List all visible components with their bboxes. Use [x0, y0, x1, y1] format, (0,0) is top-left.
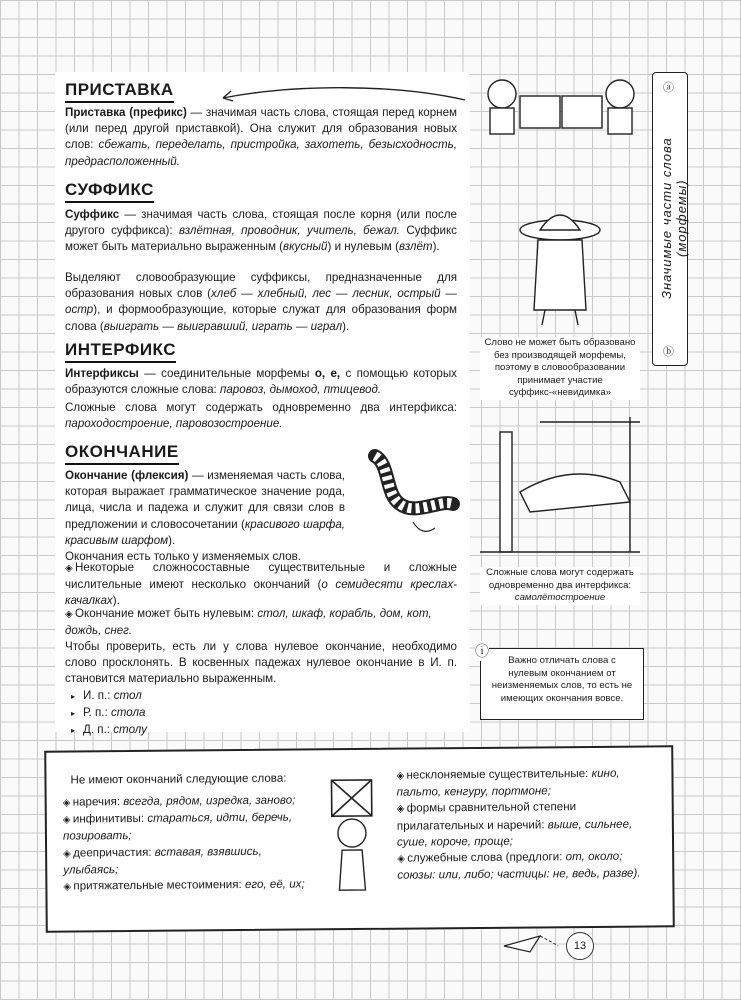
ending-paragraph [65, 468, 345, 565]
suffix-para2a: Выделяют словообразующие суффиксы, предназначенные для образования новых слов ( [65, 271, 457, 301]
paper-plane-icon [500, 928, 560, 958]
triangle-bullet-icon: ▸ [71, 692, 76, 701]
caption-detective: Слово не может быть образовано без производящей морфемы, поэтому в словообразовании принимает участие суффикс-«невидимка» [480, 337, 640, 400]
suffix-para2ex2: выиграть — выигравший, играть — играл [103, 319, 343, 333]
note-text: Важно отличать слова с нулевым окончанием от неизменяемых слов, то есть не имеющих окончания вовсе. [491, 655, 633, 704]
interfix-paragraph [65, 366, 457, 398]
ending-bullet1b: ). [112, 594, 120, 608]
scarf-illustration [355, 444, 463, 544]
prefix-paragraph [65, 105, 457, 170]
bottom-box [44, 745, 675, 932]
item-example: его, её, их; [244, 877, 305, 892]
interfix-def2: с помощью которых образуются сложные слова: [65, 367, 457, 397]
pointer-arrow [215, 82, 470, 112]
list-item [63, 810, 318, 846]
airplane-construction-illustration [480, 412, 640, 562]
interfix-para2ex: пароходостроение, паровозостроение. [65, 417, 283, 431]
diamond-bullet-icon: ◈ [63, 881, 72, 893]
bottom-right-list [396, 765, 657, 884]
item-label: наречия: [72, 795, 124, 809]
list-item [397, 848, 657, 884]
suffix-ex3: взлёт [398, 240, 433, 254]
ending-line2: Окончания есть только у изменяемых слов. [65, 550, 302, 564]
puzzle-illustration [480, 72, 640, 152]
ending-def: — изменяемая часть слова, которая выражает грамматическое значение рода, лица, числа и падежа и служит для связи слов в предложении и словосочетании ( [65, 469, 345, 531]
suffix-text4: ). [432, 240, 440, 254]
ending-example: красивого шарфа, красивым шарфом [65, 517, 345, 547]
case-word: стол [113, 689, 142, 702]
item-label: деепричастия: [73, 845, 155, 860]
ending-bullet2-example: стол, шкаф, корабль, дом, кот, дождь, снег. [65, 607, 432, 638]
item-example: вставая, взявшись, улыбаясь; [63, 844, 262, 877]
ending-bullet-1 [65, 560, 457, 610]
suffix-para2b: ), и формообразующие, которые служат для образования форм слова ( [65, 303, 457, 333]
interfix-def: — соединительные морфемы [138, 367, 315, 380]
list-item [63, 792, 318, 811]
page-number: 13 [566, 932, 594, 960]
case-word: столу [113, 723, 147, 737]
suffix-para2ex1: хлеб — хлебный, лес — лесник, острый — остр [65, 287, 457, 317]
diamond-bullet-icon: ◈ [62, 797, 71, 809]
triangle-bullet-icon: ▸ [71, 709, 76, 719]
prefix-examples: сбежать, переделать, пристройка, захотеть, безысходность, предрасположенный. [65, 138, 457, 168]
item-label: инфинитивы: [72, 812, 148, 826]
caption-airplane-example: самолётостроение [514, 592, 606, 603]
item-label: служебные слова (предлоги: [407, 850, 566, 865]
suffix-text2: Суффикс может быть материально выраженным ( [65, 224, 457, 254]
note-box [475, 643, 644, 720]
interfix-para2: Сложные слова могут содержать одновременно два интерфикса: [65, 401, 457, 414]
item-label: несклоняемые существительные: [406, 766, 592, 782]
item-example: кино, пальто, кенгуру, портмоне; [396, 766, 620, 799]
circle-b-icon: ⓑ [663, 346, 674, 358]
ending-bullet1a: Некоторые сложносоставные существительные и сложные числительные имеют несколько окончаний ( [65, 561, 457, 592]
triangle-bullet-icon: ▸ [71, 726, 76, 736]
interfix-paragraph-2 [65, 400, 457, 432]
ending-def2: ). [168, 533, 176, 547]
diamond-bullet-icon: ◈ [65, 563, 73, 574]
diamond-bullet-icon: ◈ [65, 609, 73, 620]
list-item [63, 843, 318, 879]
case-label: Р. п.: [83, 706, 111, 720]
case-item [71, 688, 147, 705]
section-tab [652, 72, 688, 366]
caption-airplane [480, 567, 640, 605]
prefix-term: Приставка (префикс) [65, 106, 187, 119]
caption-airplane-text: Сложные слова могут содержать одновременно два интерфикса: [486, 567, 634, 591]
circle-a-icon: ⓐ [663, 82, 674, 94]
suffix-text3: ) и нулевым ( [327, 240, 399, 254]
list-item [63, 876, 318, 895]
interfix-letters: о, е, [314, 367, 341, 380]
item-example: от, около; союзы: или, либо; частицы: не, ведь, разве). [397, 849, 641, 882]
interfix-heading: ИНТЕРФИКС [65, 340, 176, 363]
diamond-bullet-icon: ◈ [396, 770, 405, 782]
case-item [71, 722, 147, 739]
item-label: притяжательные местоимения: [73, 878, 245, 893]
prefix-heading: ПРИСТАВКА [65, 80, 174, 103]
diamond-bullet-icon: ◈ [397, 853, 405, 865]
ending-heading: ОКОНЧАНИЕ [65, 442, 179, 465]
info-icon: ⓘ [475, 643, 489, 659]
suffix-ex2: вкусный [283, 240, 328, 254]
ending-bullet1-example: о семидесяти креслах-качалках [65, 578, 457, 608]
boy-with-box-illustration [316, 778, 387, 899]
case-label: Д. п.: [83, 723, 114, 737]
suffix-examples: взлётная, проводник, учитель, бежал. [178, 224, 401, 238]
case-label: И. п.: [83, 689, 114, 702]
suffix-paragraph [65, 207, 457, 256]
case-list [71, 688, 147, 740]
case-word: стола [110, 706, 146, 720]
ending-term: Окончание (флексия) [65, 469, 189, 482]
list-item [397, 799, 657, 851]
main-text-panel [55, 72, 470, 737]
diamond-bullet-icon: ◈ [396, 804, 405, 816]
interfix-term: Интерфиксы [65, 367, 139, 380]
item-label: формы сравнительной степени прилагательных и наречий: [396, 800, 577, 833]
suffix-paragraph-2 [65, 270, 457, 335]
bottom-intro: Не имеют окончаний следующие слова: [70, 771, 287, 787]
suffix-heading: СУФФИКС [65, 180, 154, 203]
bottom-left-list [63, 792, 319, 895]
diamond-bullet-icon: ◈ [63, 848, 71, 860]
ending-bullet-2 [65, 606, 457, 639]
prefix-def: — значимая часть слова, стоящая перед корнем (или перед другой приставкой). Она служит для образования новых слов: [65, 106, 457, 152]
item-example: выше, сильнее, суше, короче, проще; [396, 817, 633, 849]
detective-illustration [510, 200, 620, 330]
item-example: стараться, идти, беречь, позировать; [62, 810, 293, 843]
section-tab-title: Значимые части слова (морфемы) [659, 137, 689, 299]
side-illustrations [480, 72, 640, 677]
ending-paragraph-3: Чтобы проверить, есть ли у слова нулевое окончание, необходимо слово просклонять. В косвенных падежах нулевое окончание в И. п. становится материально выраженным. [65, 640, 457, 686]
interfix-examples: паровоз, дымоход, птицевод. [219, 383, 382, 397]
item-example: всегда, рядом, изредка, заново; [123, 793, 296, 809]
suffix-def: — значимая часть слова, стоящая после корня (или после другого суффикса): [65, 208, 457, 238]
suffix-term: Суффикс [65, 208, 120, 221]
list-item [396, 765, 656, 801]
case-item [71, 705, 147, 722]
diamond-bullet-icon: ◈ [62, 814, 71, 826]
suffix-para2c: ). [342, 319, 350, 333]
ending-bullet2a: Окончание может быть нулевым: [75, 607, 258, 620]
